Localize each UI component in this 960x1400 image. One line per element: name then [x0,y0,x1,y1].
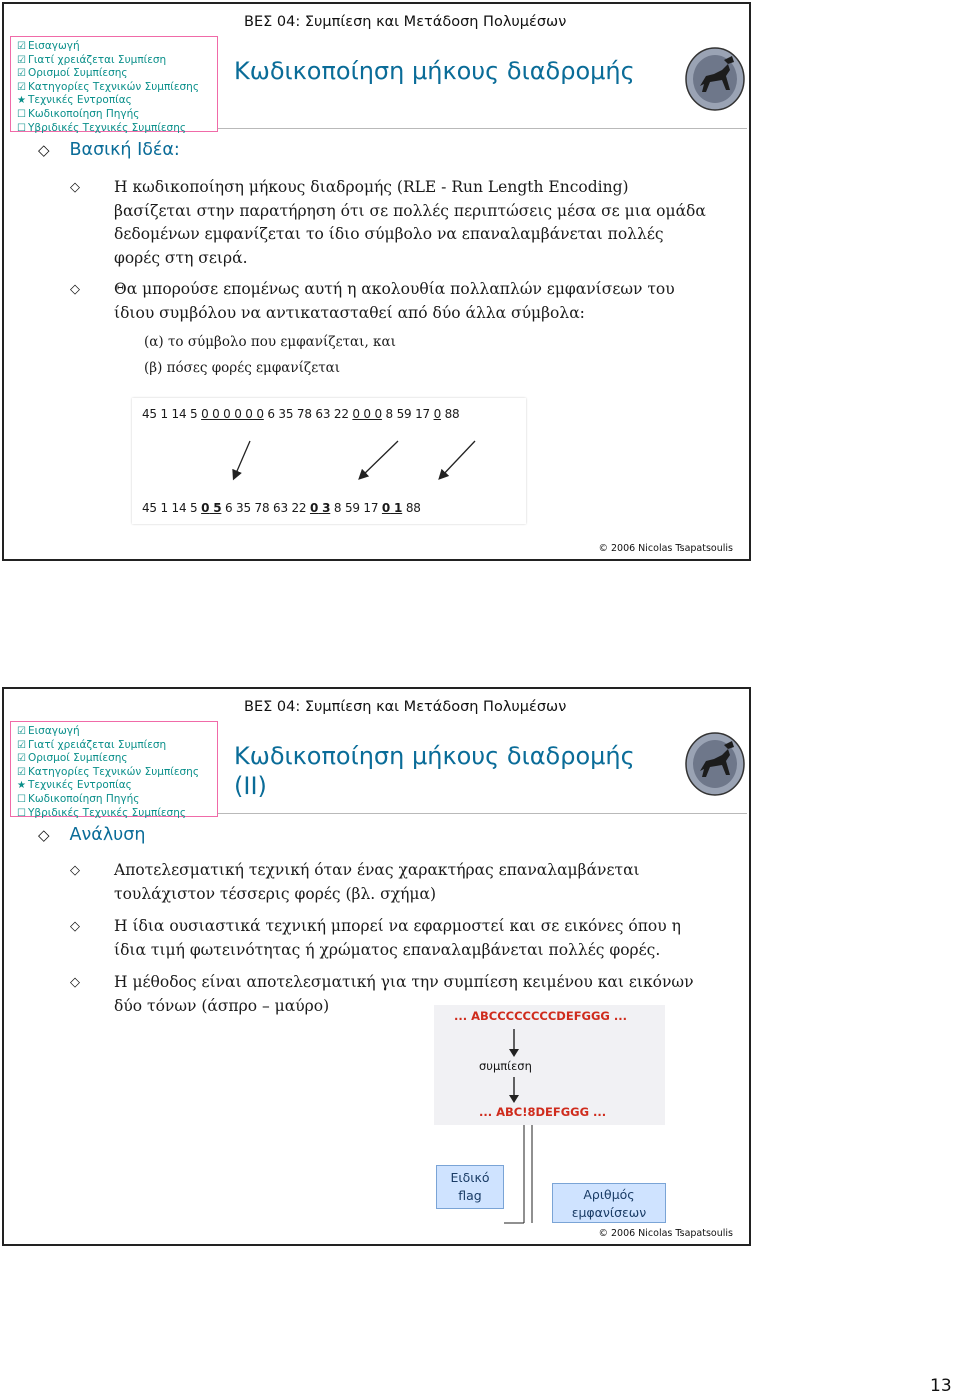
section-heading: ◇ Βασική Ιδέα: [38,140,180,160]
diamond-bullet-icon: ◇ [38,826,50,844]
diamond-bullet-icon: ◇ [70,282,80,297]
bullet-rle-basis: ◇ Η κωδικοποίηση μήκους διαδρομής (RLE - Run Length Encoding) βασίζεται στην παρατήρηση ότι σε πολλές περιπτώσεις μέσα σε μια ομάδα δεδομένων εμφανίζεται το ίδιο σύμβολο να επαναλαμβάνεται πολλές φορές στη σειρά. [70,178,706,267]
nav-item[interactable]: ☐ Υβριδικές Τεχνικές Συμπίεσης [17,806,187,819]
slide-2 [2,687,751,1246]
compression-label: συμπίεση [479,1059,532,1073]
section-heading: ◇ Ανάλυση [38,825,146,845]
nav-item[interactable]: ☑ Γιατί χρειάζεται Συμπίεση [17,53,167,66]
diamond-bullet-icon: ◇ [70,919,80,934]
nav-item[interactable]: ☑ Εισαγωγή [17,40,80,52]
diamond-bullet-icon: ◇ [70,975,80,990]
copyright: © 2006 Nicolas Tsapatsoulis [598,1228,733,1239]
diamond-bullet-icon: ◇ [70,863,80,878]
arrow-2 [360,441,398,478]
diamond-bullet-icon: ◇ [38,141,50,159]
rle-example-figure [132,398,526,524]
slide-title: Κωδικοποίηση μήκους διαδρομής (ΙΙ) [234,742,635,800]
course-title: ΒΕΣ 04: Συμπίεση και Μετάδοση Πολυμέσων [244,14,567,30]
title-divider [218,128,747,129]
arrow-3 [440,441,475,478]
encoded-sequence: 45 1 14 5 0 5 6 35 78 63 22 0 3 8 59 17 0 1 88 [142,501,421,515]
nav-item[interactable]: ☑ Γιατί χρειάζεται Συμπίεση [17,738,167,751]
occurrence-count-label: Αριθμός εμφανίσεων [552,1183,666,1223]
nav-item[interactable]: ☑ Εισαγωγή [17,725,80,737]
coin-logo-icon [684,46,746,112]
topic-nav [10,36,218,132]
slide-1 [2,2,751,561]
pointer-lines [4,689,753,1248]
nav-item[interactable]: ☐ Υβριδικές Τεχνικές Συμπίεσης [17,121,187,134]
nav-item[interactable]: ☐ Κωδικοποίηση Πηγής [17,107,140,120]
slide-title: Κωδικοποίηση μήκους διαδρομής [234,57,635,85]
compressed-string: ... ABC!8DEFGGG ... [479,1105,607,1119]
original-sequence: 45 1 14 5 0 0 0 0 0 0 6 35 78 63 22 0 0 0 8 59 17 0 88 [142,407,460,421]
diamond-bullet-icon: ◇ [70,180,80,195]
nav-item[interactable]: ★ Τεχνικές Εντροπίας [17,779,132,792]
bullet-replace-symbols: ◇ Θα μπορούσε επομένως αυτή η ακολουθία πολλαπλών εμφανίσεων του ίδιου συμβόλου να αντικατασταθεί από δύο άλλα σύμβολα: [70,280,675,322]
bullet-text-bw: ◇ Η μέθοδος είναι αποτελεσματική για την συμπίεση κειμένου και εικόνων δύο τόνων (άσπρο – μαύρο) [70,973,694,1015]
nav-item[interactable]: ☐ Κωδικοποίηση Πηγής [17,792,140,805]
sub-item-b: (β) πόσες φορές εμφανίζεται [144,360,341,376]
course-title: ΒΕΣ 04: Συμπίεση και Μετάδοση Πολυμέσων [244,699,567,715]
uncompressed-string: ... ABCCCCCCCCDEFGGG ... [454,1009,627,1023]
bullet-images: ◇ Η ίδια ουσιαστικά τεχνική μπορεί να εφαρμοστεί και σε εικόνες όπου η ίδια τιμή φωτεινότητας ή χρώματος επαναλαμβάνεται πολλές φορές. [70,917,681,959]
nav-item[interactable]: ☑ Ορισμοί Συμπίεσης [17,752,128,765]
nav-item[interactable]: ☑ Κατηγορίες Τεχνικών Συμπίεσης [17,765,199,778]
arrow-1 [234,441,250,478]
special-flag-label: Ειδικό flag [436,1165,504,1209]
page-number: 13 [930,1376,952,1396]
nav-item[interactable]: ☑ Κατηγορίες Τεχνικών Συμπίεσης [17,80,199,93]
bullet-effective: ◇ Αποτελεσματική τεχνική όταν ένας χαρακτήρας επαναλαμβάνεται τουλάχιστον τέσσερις φορές (βλ. σχήμα) [70,861,640,903]
nav-item[interactable]: ★ Τεχνικές Εντροπίας [17,94,132,107]
nav-item[interactable]: ☑ Ορισμοί Συμπίεσης [17,67,128,80]
sub-item-a: (α) το σύμβολο που εμφανίζεται, και [144,334,396,350]
copyright: © 2006 Nicolas Tsapatsoulis [598,543,733,554]
